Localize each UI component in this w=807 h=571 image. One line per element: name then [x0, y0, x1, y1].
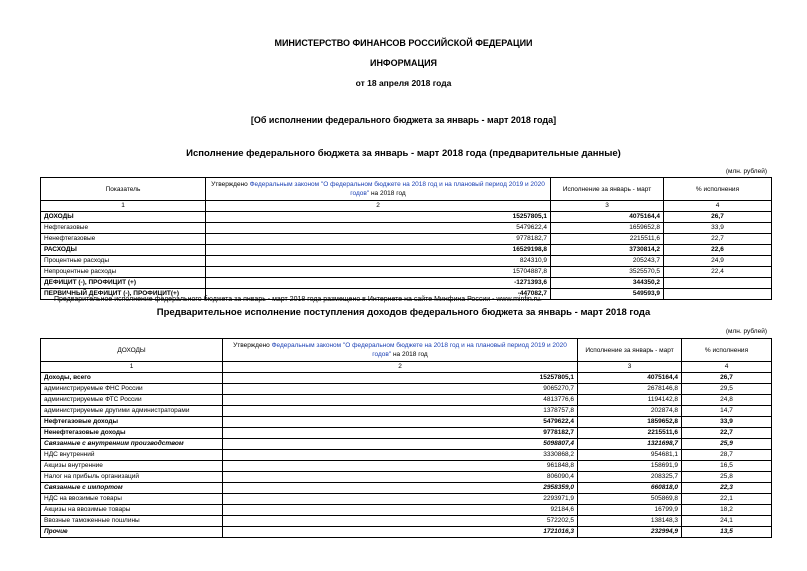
execution-value: 660818,0 [578, 483, 682, 494]
table-row [41, 461, 772, 472]
row-label: Ввозные таможенные пошлины [41, 516, 223, 527]
federal-law-link[interactable]: Федеральным законом "О федеральном бюджете на 2018 год и на плановый период 2019 и 2020 годов" [271, 342, 567, 358]
table2-col-revenue: ДОХОДЫ [41, 339, 223, 362]
table1-colnum: 3 [551, 201, 664, 212]
row-label: Доходы, всего [41, 373, 223, 384]
table-row [41, 267, 772, 278]
approved-value: 9065270,7 [223, 384, 578, 395]
table1-colnum: 4 [664, 201, 772, 212]
table2-col-percent: % исполнения [682, 339, 772, 362]
percent-value: 22,6 [664, 245, 772, 256]
table-row [41, 373, 772, 384]
table-row [41, 505, 772, 516]
execution-value: 16799,9 [578, 505, 682, 516]
table2-body [41, 373, 772, 538]
row-label: ДЕФИЦИТ (-), ПРОФИЦИТ (+) [41, 278, 206, 289]
percent-value: 26,7 [682, 373, 772, 384]
table-row [41, 212, 772, 223]
approved-value: 92184,6 [223, 505, 578, 516]
row-label: ПЕРВИЧНЫЙ ДЕФИЦИТ (-), ПРОФИЦИТ(+) [41, 289, 206, 300]
approved-value: 2958359,0 [223, 483, 578, 494]
approved-value: 9778182,7 [223, 428, 578, 439]
table-row [41, 395, 772, 406]
table-row [41, 278, 772, 289]
approved-value: 15704887,8 [206, 267, 551, 278]
percent-value: 25,9 [682, 439, 772, 450]
table-row [41, 406, 772, 417]
row-label: Ненефтегазовые доходы [41, 428, 223, 439]
percent-value: 18,2 [682, 505, 772, 516]
execution-value: 1659652,8 [551, 223, 664, 234]
table2-colnum: 1 [41, 362, 223, 373]
approved-value: 824310,9 [206, 256, 551, 267]
percent-value: 25,8 [682, 472, 772, 483]
budget-execution-table [40, 177, 772, 300]
execution-value: 1321698,7 [578, 439, 682, 450]
execution-value: 2215511,6 [551, 234, 664, 245]
row-label: НДС внутренний [41, 450, 223, 461]
execution-value: 344350,2 [551, 278, 664, 289]
execution-value: 158691,9 [578, 461, 682, 472]
execution-value: 3730814,2 [551, 245, 664, 256]
execution-value: 202874,8 [578, 406, 682, 417]
table1-title: Исполнение федерального бюджета за январь - март 2018 года (предварительные данные) [186, 148, 621, 159]
table1-colnum: 1 [41, 201, 206, 212]
percent-value: 22,1 [682, 494, 772, 505]
approved-value: 961848,8 [223, 461, 578, 472]
row-label: Акцизы на ввозимые товары [41, 505, 223, 516]
row-label: Непроцентные расходы [41, 267, 206, 278]
percent-value: 14,7 [682, 406, 772, 417]
row-label: РАСХОДЫ [41, 245, 206, 256]
execution-value: 3525570,5 [551, 267, 664, 278]
percent-value: 22,3 [682, 483, 772, 494]
execution-value: 4075164,4 [551, 212, 664, 223]
approved-value: 1378757,8 [223, 406, 578, 417]
percent-value: 16,5 [682, 461, 772, 472]
percent-value: 22,4 [664, 267, 772, 278]
row-label: Нефтегазовые [41, 223, 206, 234]
execution-value: 2678146,8 [578, 384, 682, 395]
table2-colnum: 3 [578, 362, 682, 373]
table2-unit-label: (млн. рублей) [725, 328, 767, 335]
approved-value: 16529198,8 [206, 245, 551, 256]
percent-value [664, 278, 772, 289]
row-label: Связанные с импортом [41, 483, 223, 494]
document-subject: [Об исполнении федерального бюджета за январь - март 2018 года] [250, 115, 557, 125]
table-row [41, 417, 772, 428]
approved-value: -1271393,6 [206, 278, 551, 289]
percent-value: 33,9 [682, 417, 772, 428]
execution-value: 2215511,6 [578, 428, 682, 439]
execution-value: 954681,1 [578, 450, 682, 461]
percent-value: 33,9 [664, 223, 772, 234]
execution-value: 205243,7 [551, 256, 664, 267]
table-row [41, 516, 772, 527]
table1-col-indicator: Показатель [41, 178, 206, 201]
revenue-execution-table [40, 338, 772, 538]
approved-value: 3330868,2 [223, 450, 578, 461]
table-row [41, 428, 772, 439]
percent-value: 22,7 [664, 234, 772, 245]
percent-value: 24,1 [682, 516, 772, 527]
row-label: Ненефтегазовые [41, 234, 206, 245]
approved-value: 572202,5 [223, 516, 578, 527]
table2-colnum: 2 [223, 362, 578, 373]
execution-value: 4075164,4 [578, 373, 682, 384]
percent-value: 22,7 [682, 428, 772, 439]
publication-note: Предварительное исполнение федерального бюджета за январь - март 2018 года размещено в Интернете на сайте Минфина России - www.minfin.ru. [54, 296, 542, 303]
table-row [41, 494, 772, 505]
approved-value: 4813776,6 [223, 395, 578, 406]
table1-body [41, 212, 772, 300]
execution-value: 138148,3 [578, 516, 682, 527]
table2-col-approved: Утверждено Федеральным законом "О федеральном бюджете на 2018 год и на плановый период 2019 и 2020 годов" на 2018 год [223, 339, 578, 362]
document-date: от 18 апреля 2018 года [355, 78, 452, 88]
percent-value: 26,7 [664, 212, 772, 223]
approved-value: 806090,4 [223, 472, 578, 483]
table1-col-percent: % исполнения [664, 178, 772, 201]
approved-value: 5479622,4 [206, 223, 551, 234]
table-row [41, 234, 772, 245]
row-label: администрируемые другими администраторами [41, 406, 223, 417]
approved-value: 9778182,7 [206, 234, 551, 245]
table-row [41, 527, 772, 538]
table1-unit-label: (млн. рублей) [725, 168, 767, 175]
approved-value: -447082,7 [206, 289, 551, 300]
percent-value [664, 289, 772, 300]
percent-value: 13,5 [682, 527, 772, 538]
table-row [41, 483, 772, 494]
approved-value: 2293971,9 [223, 494, 578, 505]
table-row [41, 223, 772, 234]
execution-value: 208325,7 [578, 472, 682, 483]
row-label: ДОХОДЫ [41, 212, 206, 223]
row-label: НДС на ввозимые товары [41, 494, 223, 505]
federal-law-link[interactable]: Федеральным законом "О федеральном бюджете на 2018 год и на плановый период 2019 и 2020 годов" [249, 181, 545, 197]
table1-col-execution: Исполнение за январь - март [551, 178, 664, 201]
row-label: Налог на прибыль организаций [41, 472, 223, 483]
table-row [41, 472, 772, 483]
execution-value: 1859652,8 [578, 417, 682, 428]
table-row [41, 439, 772, 450]
table-row [41, 256, 772, 267]
row-label: Связанные с внутренним производством [41, 439, 223, 450]
table-row [41, 384, 772, 395]
info-title: ИНФОРМАЦИЯ [369, 58, 438, 68]
row-label: Прочие [41, 527, 223, 538]
row-label: администрируемые ФТС России [41, 395, 223, 406]
row-label: Акцизы внутренние [41, 461, 223, 472]
execution-value: 1194142,8 [578, 395, 682, 406]
table2-colnum: 4 [682, 362, 772, 373]
approved-value: 15257805,1 [223, 373, 578, 384]
percent-value: 28,7 [682, 450, 772, 461]
row-label: администрируемые ФНС России [41, 384, 223, 395]
table-row [41, 245, 772, 256]
table2-title: Предварительное исполнение поступления доходов федерального бюджета за январь - март 2018 года [156, 307, 651, 318]
execution-value: 232994,9 [578, 527, 682, 538]
row-label: Нефтегазовые доходы [41, 417, 223, 428]
table1-col-approved: Утверждено Федеральным законом "О федеральном бюджете на 2018 год и на плановый период 2019 и 2020 годов" на 2018 год [206, 178, 551, 201]
approved-value: 15257805,1 [206, 212, 551, 223]
percent-value: 24,8 [682, 395, 772, 406]
approved-value: 1721016,3 [223, 527, 578, 538]
table1-colnum: 2 [206, 201, 551, 212]
approved-value: 5479622,4 [223, 417, 578, 428]
ministry-title: МИНИСТЕРСТВО ФИНАНСОВ РОССИЙСКОЙ ФЕДЕРАЦИИ [274, 38, 533, 48]
row-label: Процентные расходы [41, 256, 206, 267]
percent-value: 24,9 [664, 256, 772, 267]
percent-value: 29,5 [682, 384, 772, 395]
table2-col-execution: Исполнение за январь - март [578, 339, 682, 362]
table-row [41, 450, 772, 461]
approved-value: 5098807,4 [223, 439, 578, 450]
execution-value: 549593,9 [551, 289, 664, 300]
execution-value: 505869,8 [578, 494, 682, 505]
